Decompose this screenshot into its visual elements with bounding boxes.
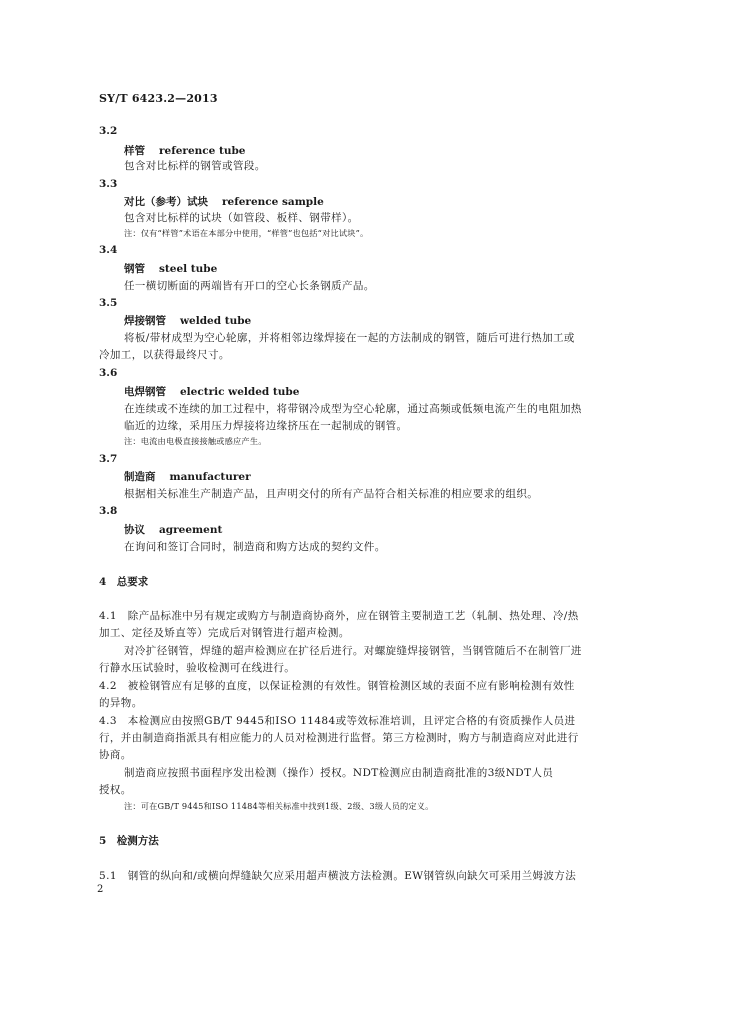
paragraph-line: 对冷扩径钢管，焊缝的超声检测应在扩径后进行。对螺旋缝焊接钢管，当钢管随后不在制管厂进 [124, 645, 582, 657]
paragraph-line: 的异物。 [99, 697, 143, 709]
term-cn: 钢管 [124, 263, 145, 275]
paragraph-line: 5.1 钢管的纵向和/或横向焊缝缺欠应采用超声横波方法检测。EW钢管纵向缺欠可采用兰姆波方法 [99, 870, 577, 882]
term-en: steel tube [159, 263, 218, 275]
section-heading: 4 总要求 [99, 576, 149, 588]
term-cn: 电焊钢管 [124, 386, 166, 398]
term-definition: 在连续或不连续的加工过程中，将带钢冷成型为空心轮廓，通过高频或低频电流产生的电阻加热 [124, 403, 582, 415]
term-heading [124, 384, 299, 399]
term-heading [124, 143, 246, 158]
term-heading [124, 522, 222, 537]
term-heading [124, 261, 217, 276]
term-en: electric welded tube [180, 386, 300, 398]
term-definition: 任一横切断面的两端皆有开口的空心长条钢质产品。 [124, 280, 375, 292]
term-cn: 协议 [124, 524, 145, 536]
section-heading: 5 检测方法 [99, 835, 159, 847]
term-definition: 根据相关标准生产制造产品，且声明交付的所有产品符合相关标准的相应要求的组织。 [124, 488, 539, 500]
term-heading [124, 469, 251, 484]
paragraph-line: 行静水压试验时，验收检测可在线进行。 [99, 662, 296, 674]
paragraph-line: 制造商应按照书面程序发出检测（操作）授权。NDT检测应由制造商批准的3级NDT人员 [124, 767, 554, 779]
clause-number: 3.7 [99, 453, 118, 465]
paragraph-line: 4.1 除产品标准中另有规定或购方与制造商协商外，应在钢管主要制造工艺（轧制、热处理、冷/热 [99, 610, 579, 622]
term-heading [124, 194, 324, 209]
clause-number: 3.2 [99, 125, 118, 137]
page-number: 2 [97, 884, 104, 895]
term-cn: 对比（参考）试块 [124, 196, 208, 208]
paragraph-line: 协商。 [99, 749, 132, 761]
clause-number: 3.8 [99, 505, 118, 517]
term-en: reference tube [159, 145, 246, 157]
term-en: reference sample [222, 196, 324, 208]
term-cn: 样管 [124, 145, 145, 157]
term-heading [124, 313, 251, 328]
clause-number: 3.3 [99, 178, 118, 190]
term-cn: 焊接钢管 [124, 315, 166, 327]
paragraph-line: 4.3 本检测应由按照GB/T 9445和ISO 11484或等效标准培训，且评定合格的有资质操作人员进 [99, 715, 576, 727]
note: 注：可在GB/T 9445和ISO 11484等相关标准中找到1级、2级、3级人员的定义。 [124, 801, 434, 811]
paragraph-line: 4.2 被检钢管应有足够的直度，以保证检测的有效性。钢管检测区域的表面不应有影响检测有效性 [99, 680, 575, 692]
term-definition: 将板/带材成型为空心轮廓，并将相邻边缘焊接在一起的方法制成的钢管，随后可进行热加工或 [124, 332, 575, 344]
document-header: SY/T 6423.2—2013 [99, 92, 218, 105]
term-cn: 制造商 [124, 471, 156, 483]
term-en: manufacturer [169, 471, 251, 483]
note: 注：仅有“样管”术语在本部分中使用，“样管”也包括“对比试块”。 [124, 228, 369, 238]
term-definition: 在询问和签订合同时，制造商和购方达成的契约文件。 [124, 541, 386, 553]
clause-number: 3.6 [99, 367, 118, 379]
clause-number: 3.5 [99, 297, 118, 309]
term-en: welded tube [180, 315, 252, 327]
term-definition: 冷加工，以获得最终尺寸。 [99, 349, 230, 361]
paragraph-line: 加工、定径及矫直等）完成后对钢管进行超声检测。 [99, 627, 350, 639]
term-en: agreement [159, 524, 223, 536]
clause-number: 3.4 [99, 244, 118, 256]
term-definition: 临近的边缘，采用压力焊接将边缘挤压在一起制成的钢管。 [124, 420, 408, 432]
term-definition: 包含对比标样的试块（如管段、板样、钢带样）。 [124, 212, 359, 224]
note: 注：电流由电极直接接触或感应产生。 [124, 436, 267, 446]
paragraph-line: 行，并由制造商指派具有相应能力的人员对检测进行监督。第三方检测时，购方与制造商应对此进行 [99, 732, 579, 744]
term-definition: 包含对比标样的钢管或管段。 [124, 160, 266, 172]
paragraph-line: 授权。 [99, 784, 132, 796]
